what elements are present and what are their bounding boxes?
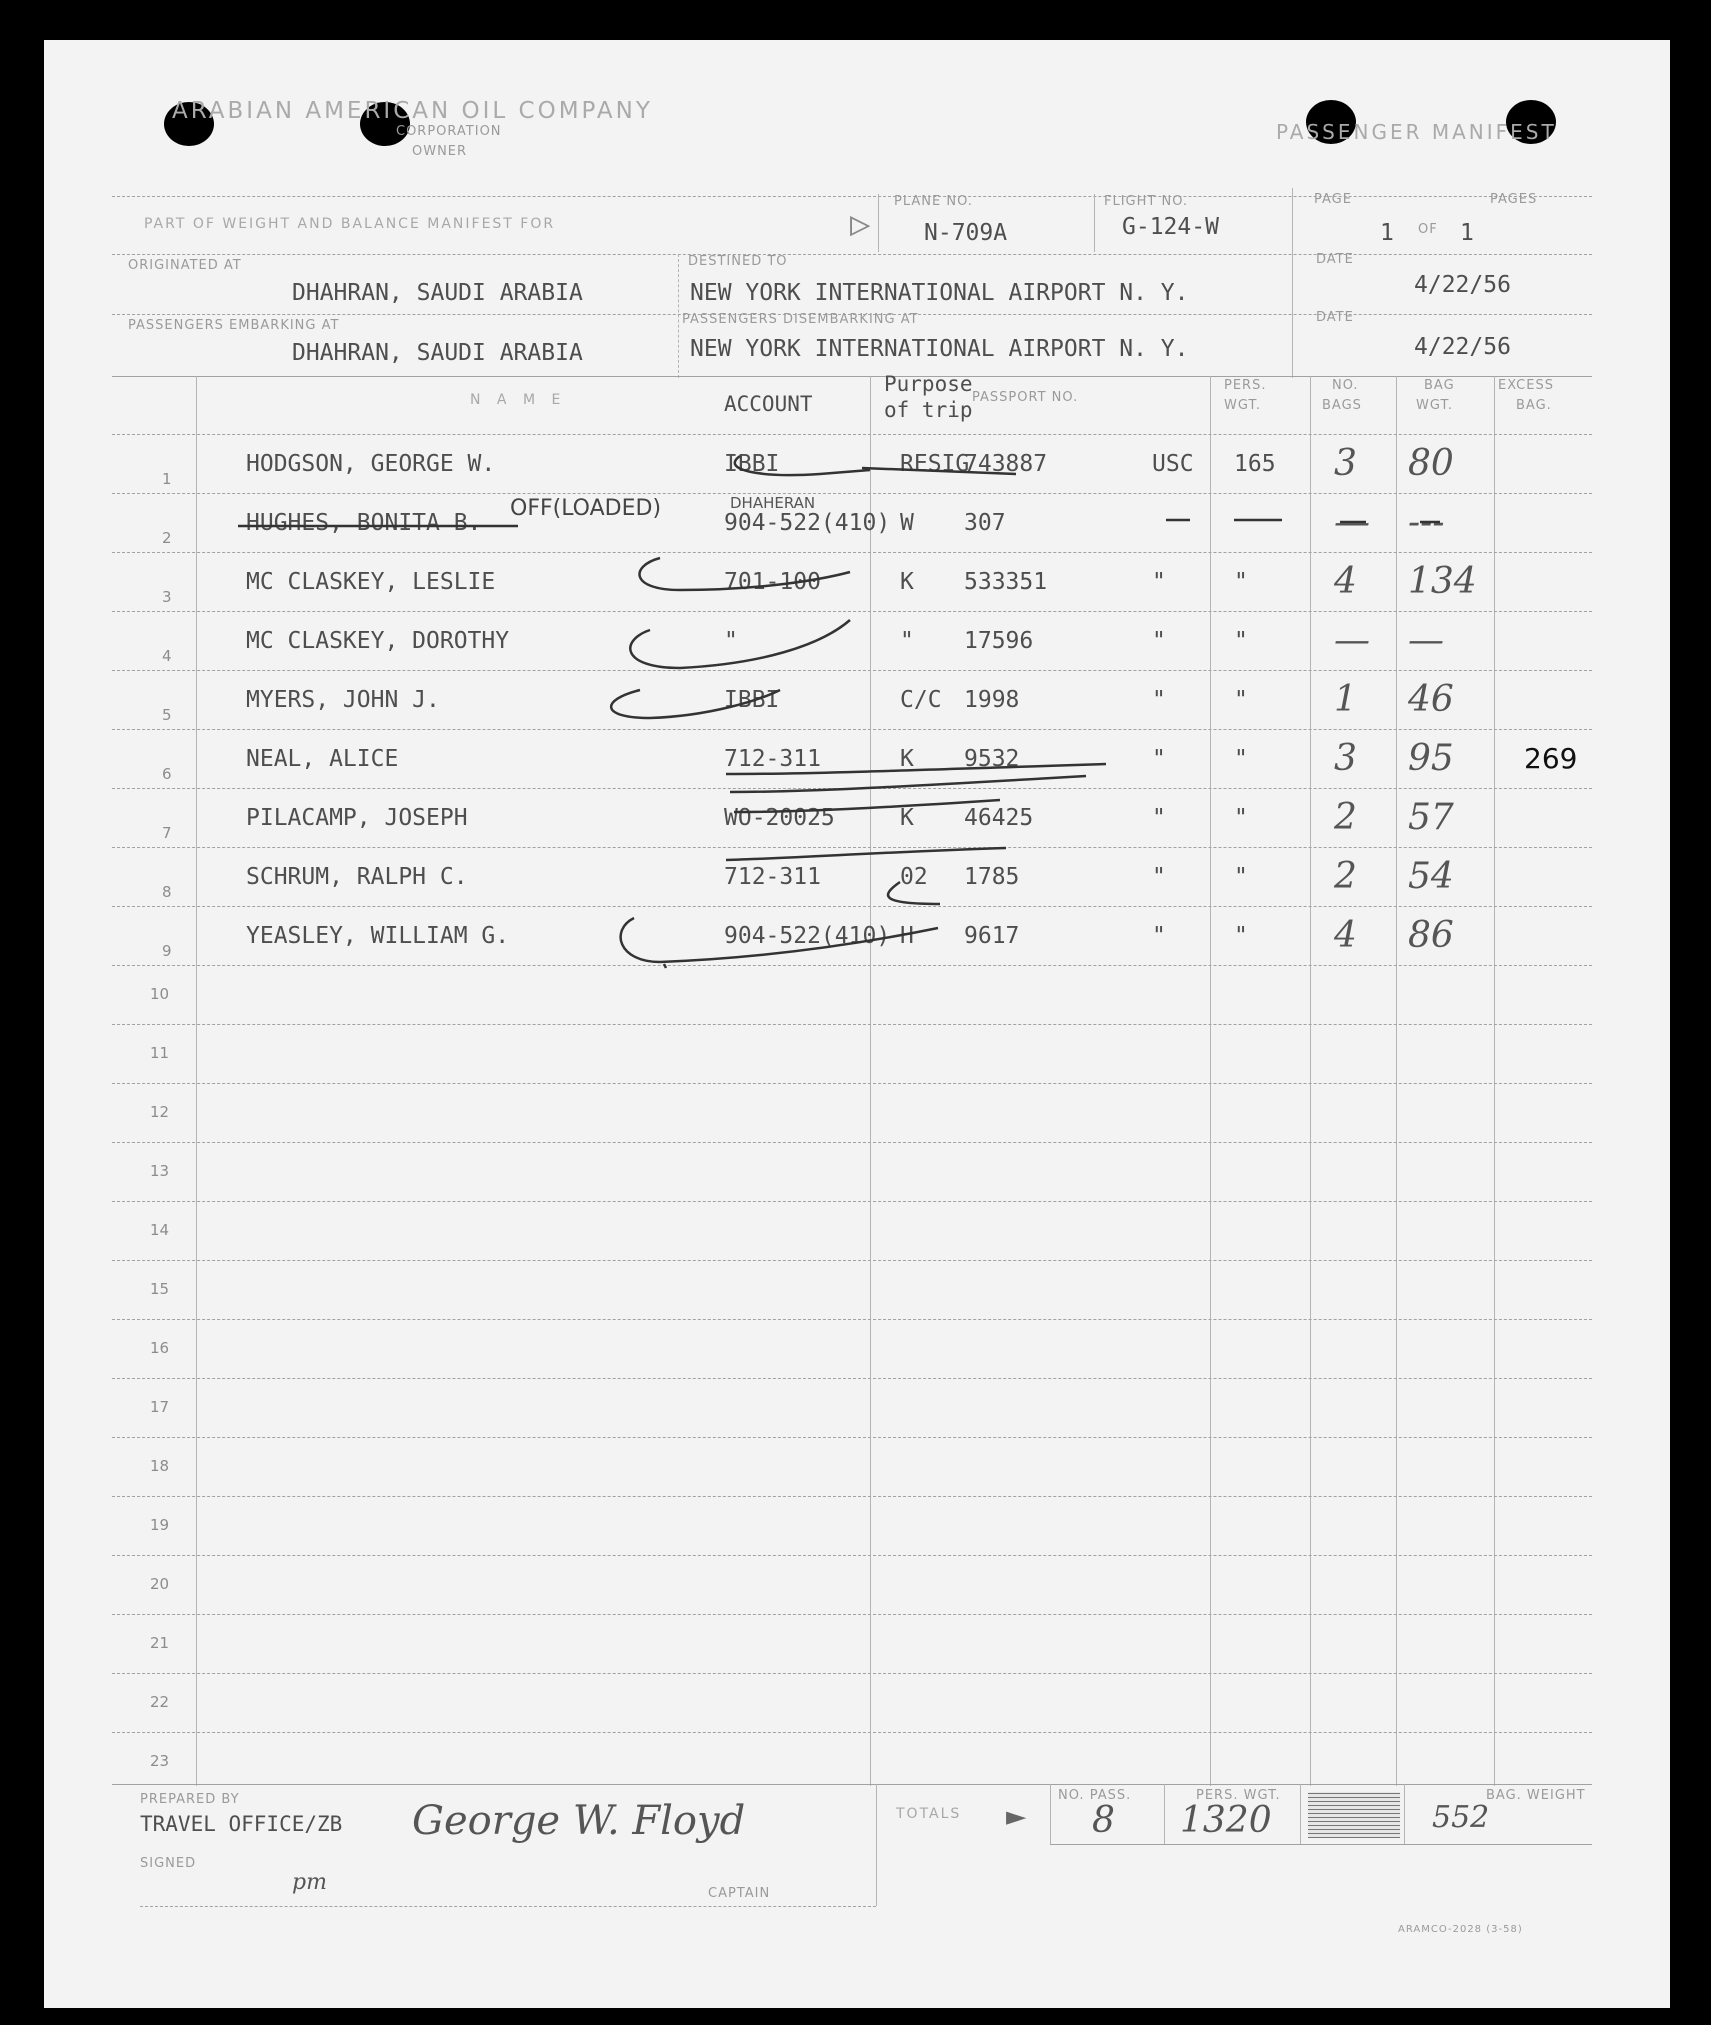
- date-arrival: 4/22/56: [1414, 334, 1511, 360]
- row-number: 1: [162, 470, 172, 488]
- row-number: 10: [150, 985, 170, 1003]
- no-bags: 3: [1334, 443, 1357, 484]
- col-excess-1: EXCESS: [1498, 378, 1554, 393]
- purpose: H: [900, 923, 914, 949]
- of-label: OF: [1418, 222, 1438, 237]
- row-number: 2: [162, 529, 172, 547]
- no-bags: 3: [1334, 738, 1357, 779]
- pers-wgt: ": [1234, 864, 1248, 890]
- nationality: ": [1152, 628, 1166, 654]
- totals-label: TOTALS: [896, 1806, 962, 1822]
- col-no-bags-2: BAGS: [1322, 398, 1362, 413]
- no-bags: 1: [1334, 679, 1357, 720]
- nationality: ": [1152, 923, 1166, 949]
- flight-no: G-124-W: [1122, 214, 1219, 240]
- col-purpose-1: Purpose: [884, 372, 973, 396]
- arrow-icon: ▷: [850, 204, 871, 244]
- pers-wgt: ": [1234, 746, 1248, 772]
- destined-to-label: DESTINED TO: [688, 254, 788, 269]
- row-number: 22: [150, 1693, 170, 1711]
- date-label-2: DATE: [1316, 310, 1354, 325]
- row-number: 8: [162, 883, 172, 901]
- col-bag-wgt-1: BAG: [1424, 378, 1455, 393]
- account: IBBI: [724, 451, 780, 477]
- excess-bag: 269: [1524, 742, 1578, 775]
- bag-wgt: 46: [1408, 679, 1454, 720]
- offloaded-note: OFF(LOADED): [510, 496, 662, 521]
- passenger-name: HODGSON, GEORGE W.: [246, 451, 496, 477]
- nationality: ": [1152, 687, 1166, 713]
- no-bags: —: [1334, 502, 1370, 543]
- date-label: DATE: [1316, 252, 1354, 267]
- col-passport: PASSPORT NO.: [972, 390, 1079, 405]
- col-account: ACCOUNT: [724, 392, 813, 416]
- purpose: RESIG: [900, 451, 970, 477]
- embarking-label: PASSENGERS EMBARKING AT: [128, 318, 340, 333]
- row-number: 11: [150, 1044, 170, 1062]
- col-name: N A M E: [470, 392, 567, 408]
- signed-initials: pm: [292, 1870, 327, 1895]
- nationality: USC: [1152, 451, 1194, 477]
- row-number: 14: [150, 1221, 170, 1239]
- bag-wgt: 134: [1408, 561, 1477, 602]
- totals-arrow-icon: ►: [1006, 1796, 1027, 1836]
- form-code: ARAMCO-2028 (3-58): [1398, 1924, 1523, 1935]
- passport-no: 1998: [964, 687, 1020, 713]
- row-number: 6: [162, 765, 172, 783]
- no-bags: 4: [1334, 915, 1357, 956]
- nationality: ": [1152, 805, 1166, 831]
- passenger-name: NEAL, ALICE: [246, 746, 399, 772]
- no-bags: 4: [1334, 561, 1357, 602]
- passport-no: 743887: [964, 451, 1048, 477]
- purpose: K: [900, 805, 914, 831]
- row-number: 3: [162, 588, 172, 606]
- pers-wgt: ": [1234, 923, 1248, 949]
- originated-at: DHAHRAN, SAUDI ARABIA: [292, 280, 583, 306]
- pers-wgt-label: PERS. WGT.: [1196, 1788, 1281, 1803]
- plane-no-label: PLANE NO.: [894, 194, 973, 209]
- row-number: 17: [150, 1398, 170, 1416]
- passenger-name: SCHRUM, RALPH C.: [246, 864, 468, 890]
- passenger-name: HUGHES, BONITA B.: [246, 510, 482, 536]
- captain-label: CAPTAIN: [708, 1886, 771, 1901]
- purpose: C/C: [900, 687, 942, 713]
- row-number: 23: [150, 1752, 170, 1770]
- row-number: 16: [150, 1339, 170, 1357]
- row-number: 12: [150, 1103, 170, 1121]
- row-number: 18: [150, 1457, 170, 1475]
- passenger-name: MYERS, JOHN J.: [246, 687, 440, 713]
- bag-weight-label: BAG. WEIGHT: [1486, 1788, 1586, 1803]
- purpose: K: [900, 746, 914, 772]
- pers-wgt: ": [1234, 687, 1248, 713]
- prepared-by: TRAVEL OFFICE/ZB: [140, 1812, 343, 1836]
- account: ": [724, 628, 738, 654]
- plane-no: N-709A: [924, 220, 1008, 246]
- bag-wgt: —: [1408, 620, 1444, 661]
- passenger-name: MC CLASKEY, DOROTHY: [246, 628, 510, 654]
- row-number: 7: [162, 824, 172, 842]
- page-number: 1: [1380, 220, 1394, 246]
- flight-no-label: FLIGHT NO.: [1104, 194, 1189, 209]
- nationality: ": [1152, 864, 1166, 890]
- hatched-box: [1308, 1792, 1400, 1838]
- disembarking-at: NEW YORK INTERNATIONAL AIRPORT N. Y.: [690, 336, 1189, 362]
- pers-wgt: ": [1234, 805, 1248, 831]
- bag-wgt: 80: [1408, 443, 1454, 484]
- bag-wgt: 86: [1408, 915, 1454, 956]
- disembarking-label: PASSENGERS DISEMBARKING AT: [682, 312, 919, 327]
- col-purpose-2: of trip: [884, 398, 973, 422]
- col-no-bags-1: NO.: [1332, 378, 1359, 393]
- col-bag-wgt-2: WGT.: [1416, 398, 1453, 413]
- signature: George W. Floyd: [412, 1798, 746, 1844]
- passenger-name: MC CLASKEY, LESLIE: [246, 569, 496, 595]
- account: IBBI: [724, 687, 780, 713]
- bag-wgt: 54: [1408, 856, 1454, 897]
- prepared-by-label: PREPARED BY: [140, 1792, 240, 1807]
- passport-no: 17596: [964, 628, 1034, 654]
- passport-no: 9532: [964, 746, 1020, 772]
- row-number: 21: [150, 1634, 170, 1652]
- row-number: 9: [162, 942, 172, 960]
- bag-weight-total: 552: [1432, 1800, 1490, 1835]
- account: 904-522(410): [724, 510, 891, 536]
- row-number: 15: [150, 1280, 170, 1298]
- no-pass-total: 8: [1092, 1800, 1115, 1841]
- account: WO-20025: [724, 805, 835, 831]
- date-departure: 4/22/56: [1414, 272, 1511, 298]
- account: 701-100: [724, 569, 821, 595]
- nationality: ": [1152, 569, 1166, 595]
- purpose: W: [900, 510, 914, 536]
- row-number: 13: [150, 1162, 170, 1180]
- passport-no: 9617: [964, 923, 1020, 949]
- passport-no: 1785: [964, 864, 1020, 890]
- pages-total: 1: [1460, 220, 1474, 246]
- pers-wgt: ": [1234, 628, 1248, 654]
- passenger-name: PILACAMP, JOSEPH: [246, 805, 468, 831]
- col-excess-2: BAG.: [1516, 398, 1552, 413]
- row-number: 20: [150, 1575, 170, 1593]
- page-label: PAGE: [1314, 192, 1352, 207]
- no-bags: —: [1334, 620, 1370, 661]
- row-number: 4: [162, 647, 172, 665]
- passport-no: 46425: [964, 805, 1034, 831]
- purpose: 02: [900, 864, 928, 890]
- passport-no: 307: [964, 510, 1006, 536]
- owner-label: OWNER: [412, 144, 468, 159]
- pers-wgt-total: 1320: [1180, 1800, 1272, 1841]
- row-number: 5: [162, 706, 172, 724]
- embarking-at: DHAHRAN, SAUDI ARABIA: [292, 340, 583, 366]
- pages-label: PAGES: [1490, 192, 1538, 207]
- purpose: K: [900, 569, 914, 595]
- col-pers-wgt-2: WGT.: [1224, 398, 1261, 413]
- part-of-label: PART OF WEIGHT AND BALANCE MANIFEST FOR: [144, 216, 556, 232]
- company-name: ARABIAN AMERICAN OIL COMPANY: [172, 98, 653, 124]
- row-number: 19: [150, 1516, 170, 1534]
- no-pass-label: NO. PASS.: [1058, 1788, 1132, 1803]
- col-pers-wgt-1: PERS.: [1224, 378, 1267, 393]
- bag-wgt: 95: [1408, 738, 1454, 779]
- destined-to: NEW YORK INTERNATIONAL AIRPORT N. Y.: [690, 280, 1189, 306]
- account: 712-311: [724, 746, 821, 772]
- no-bags: 2: [1334, 797, 1357, 838]
- signed-label: SIGNED: [140, 1856, 197, 1871]
- corporation-label: CORPORATION: [396, 124, 502, 139]
- bag-wgt: 57: [1408, 797, 1454, 838]
- bag-wgt: ---: [1408, 502, 1445, 543]
- form-title: PASSENGER MANIFEST: [1276, 120, 1557, 144]
- account: 712-311: [724, 864, 821, 890]
- originated-at-label: ORIGINATED AT: [128, 258, 242, 273]
- pers-wgt: ": [1234, 569, 1248, 595]
- passport-no: 533351: [964, 569, 1048, 595]
- dhahran-note: DHAHERAN: [730, 494, 816, 512]
- purpose: ": [900, 628, 914, 654]
- pers-wgt: 165: [1234, 451, 1276, 477]
- no-bags: 2: [1334, 856, 1357, 897]
- passenger-name: YEASLEY, WILLIAM G.: [246, 923, 510, 949]
- nationality: ": [1152, 746, 1166, 772]
- account: 904-522(410): [724, 923, 891, 949]
